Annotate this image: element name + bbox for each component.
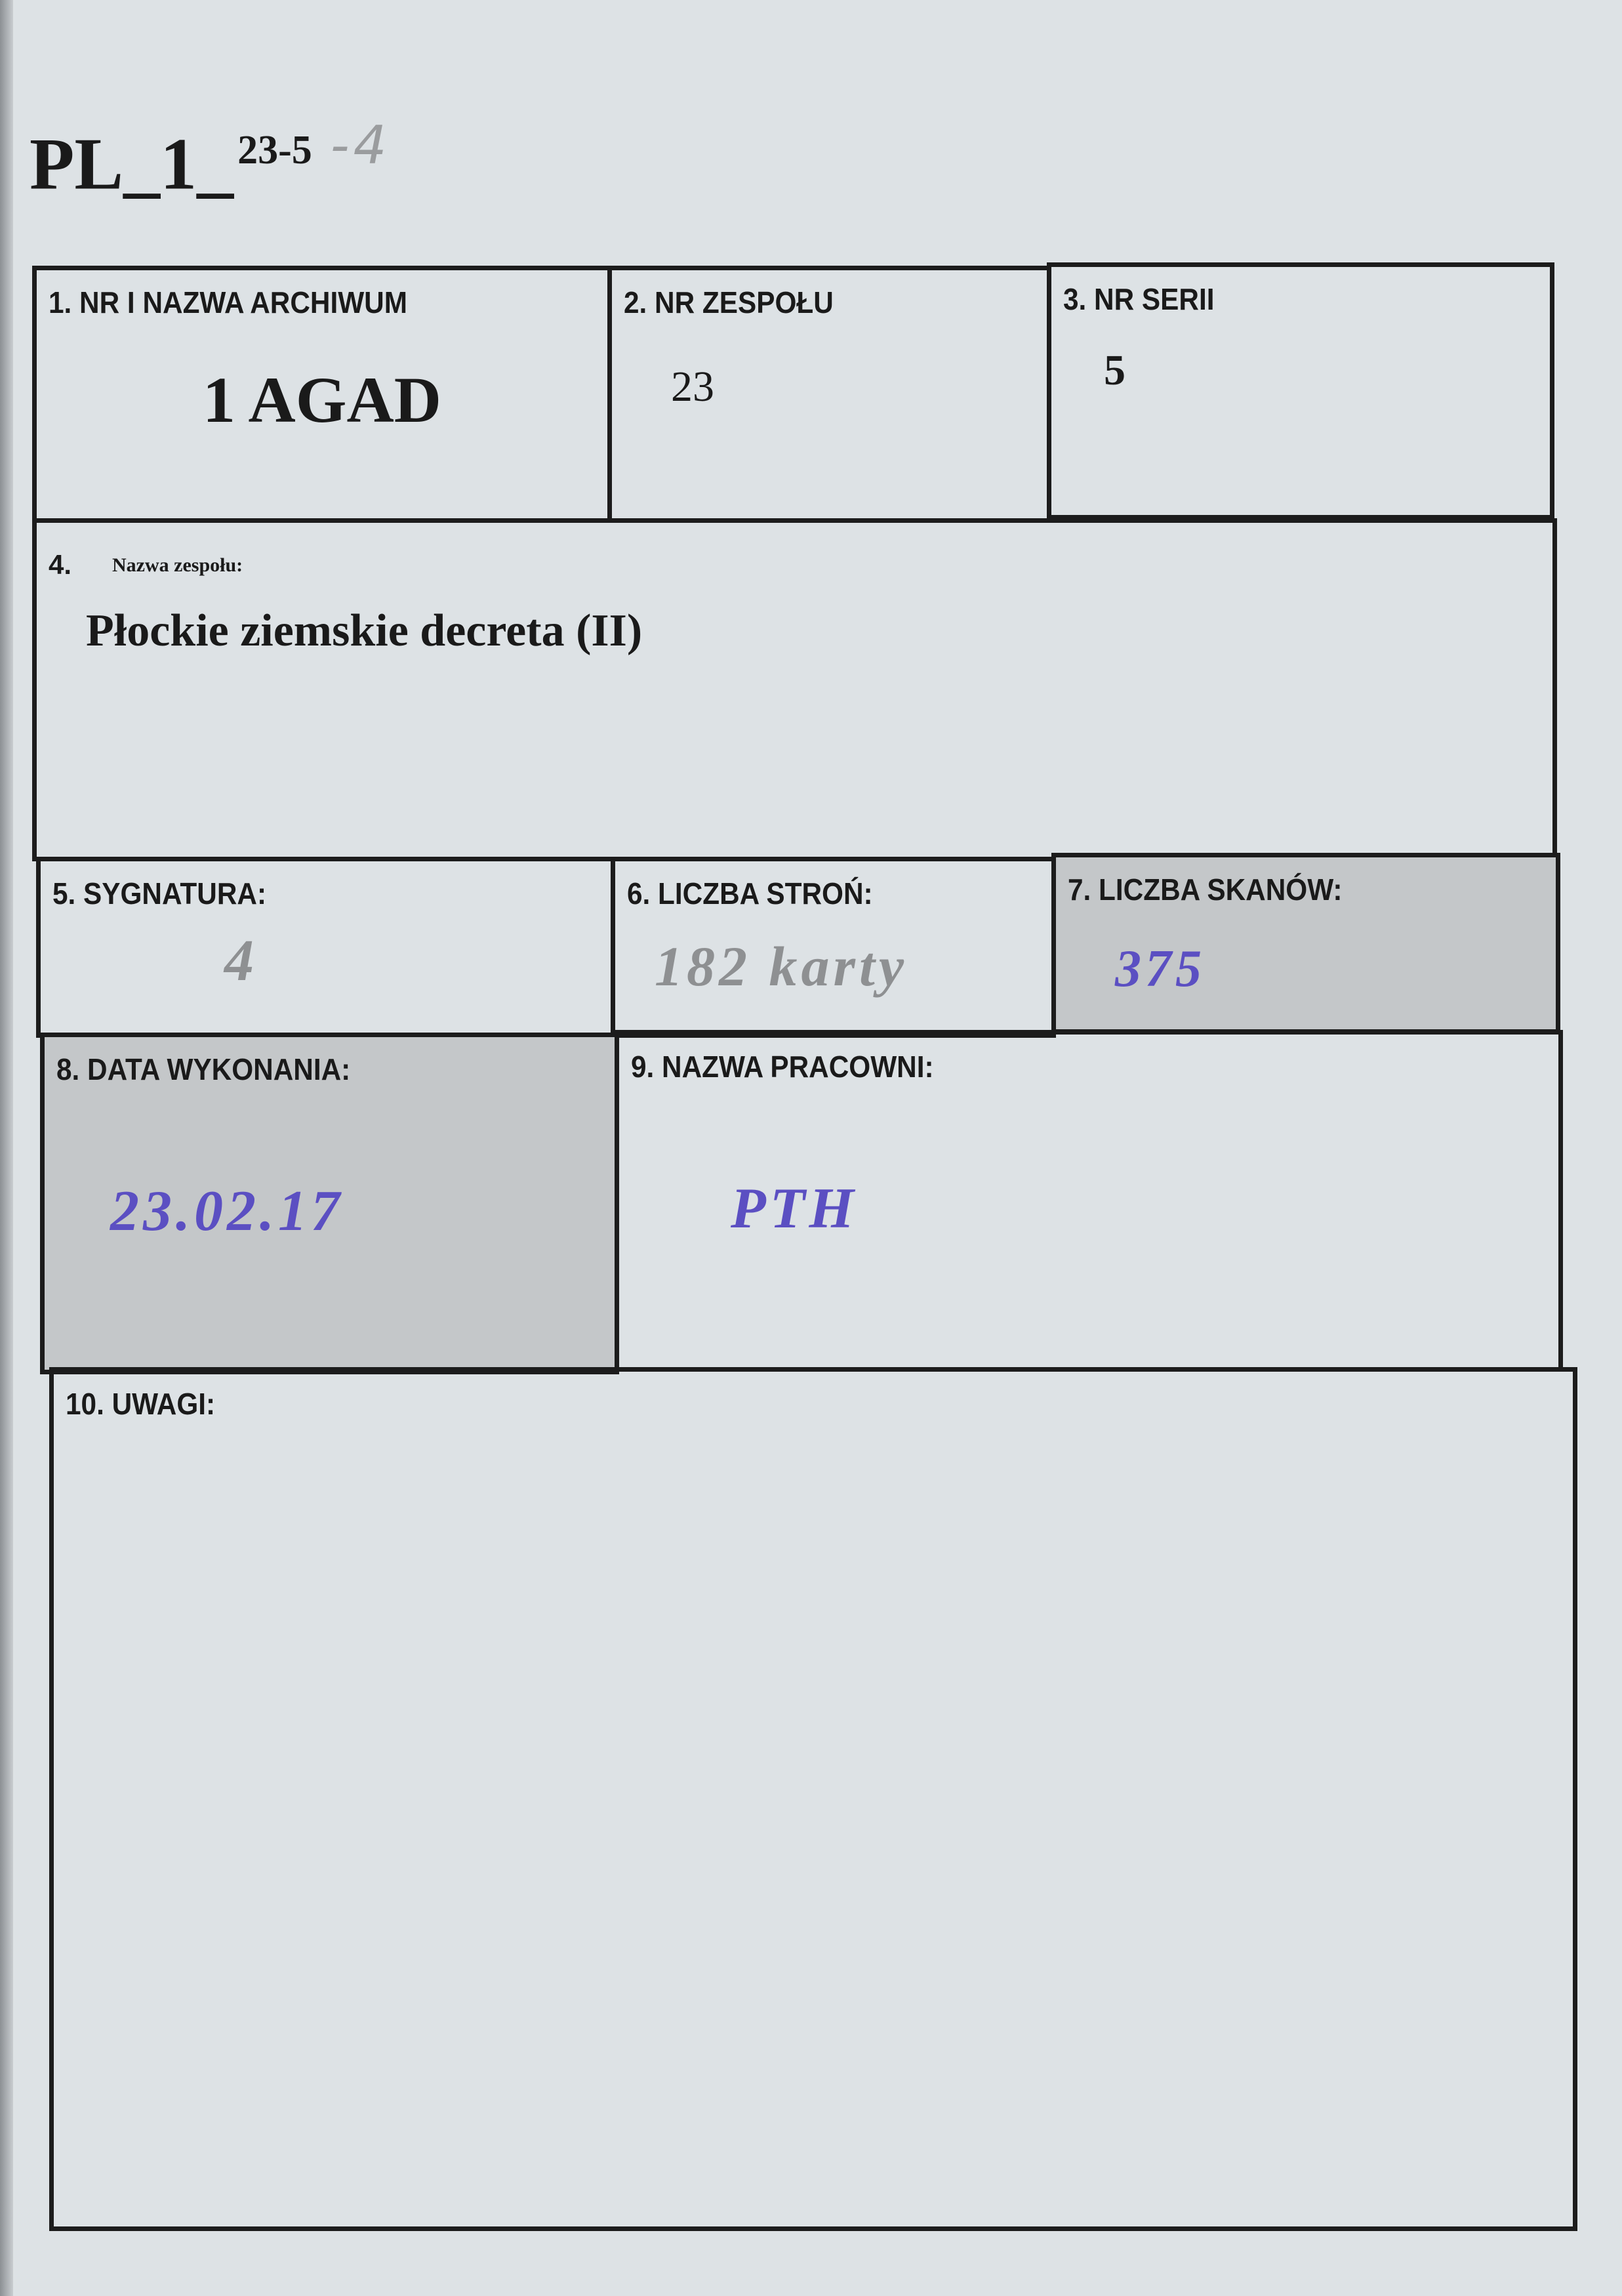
- label-notes: 10. UWAGI:: [66, 1387, 216, 1421]
- value-fonds-name: Płockie ziemskie decreta (II): [86, 605, 643, 656]
- label-date: 8. DATA WYKONANIA:: [56, 1052, 351, 1086]
- label-signature: 5. SYGNATURA:: [52, 876, 267, 911]
- label-fonds-name-number: 4.: [49, 549, 72, 580]
- cell-scans: [1051, 853, 1560, 1034]
- label-workshop: 9. NAZWA PRACOWNI:: [631, 1050, 934, 1084]
- value-fonds-no: 23: [671, 363, 714, 411]
- document-code: [30, 115, 391, 207]
- cell-series-no: [1047, 262, 1554, 520]
- label-scans: 7. LICZBA SKANÓW:: [1068, 872, 1343, 907]
- value-archive: 1 AGAD: [203, 363, 441, 436]
- label-pages: 6. LICZBA STROŃ:: [627, 876, 873, 911]
- cell-workshop: [615, 1030, 1563, 1372]
- code-suffix: 23-5: [237, 128, 312, 173]
- label-archive: 1. NR I NAZWA ARCHIWUM: [49, 285, 407, 319]
- label-series-no: 3. NR SERII: [1063, 282, 1215, 316]
- cell-fonds-name: [32, 518, 1557, 861]
- cell-archive: [32, 266, 612, 523]
- code-prefix: PL_1_: [30, 123, 234, 205]
- value-series-no: 5: [1104, 346, 1125, 394]
- value-pages: 182 karty: [655, 935, 908, 998]
- label-fonds-no: 2. NR ZESPOŁU: [624, 285, 834, 319]
- value-date: 23.02.17: [110, 1179, 344, 1243]
- cell-fonds-no: [607, 266, 1051, 523]
- page-edge: [0, 0, 13, 2296]
- value-signature: 4: [224, 928, 258, 993]
- cell-date: [40, 1033, 619, 1374]
- cell-pages: [611, 857, 1056, 1038]
- cell-notes: [49, 1367, 1577, 2231]
- value-workshop: PTH: [731, 1177, 858, 1240]
- value-scans: 375: [1115, 940, 1206, 998]
- cell-signature: [36, 857, 615, 1038]
- handwritten-suffix: -4: [330, 115, 391, 176]
- label-fonds-name: Nazwa zespołu:: [112, 554, 243, 576]
